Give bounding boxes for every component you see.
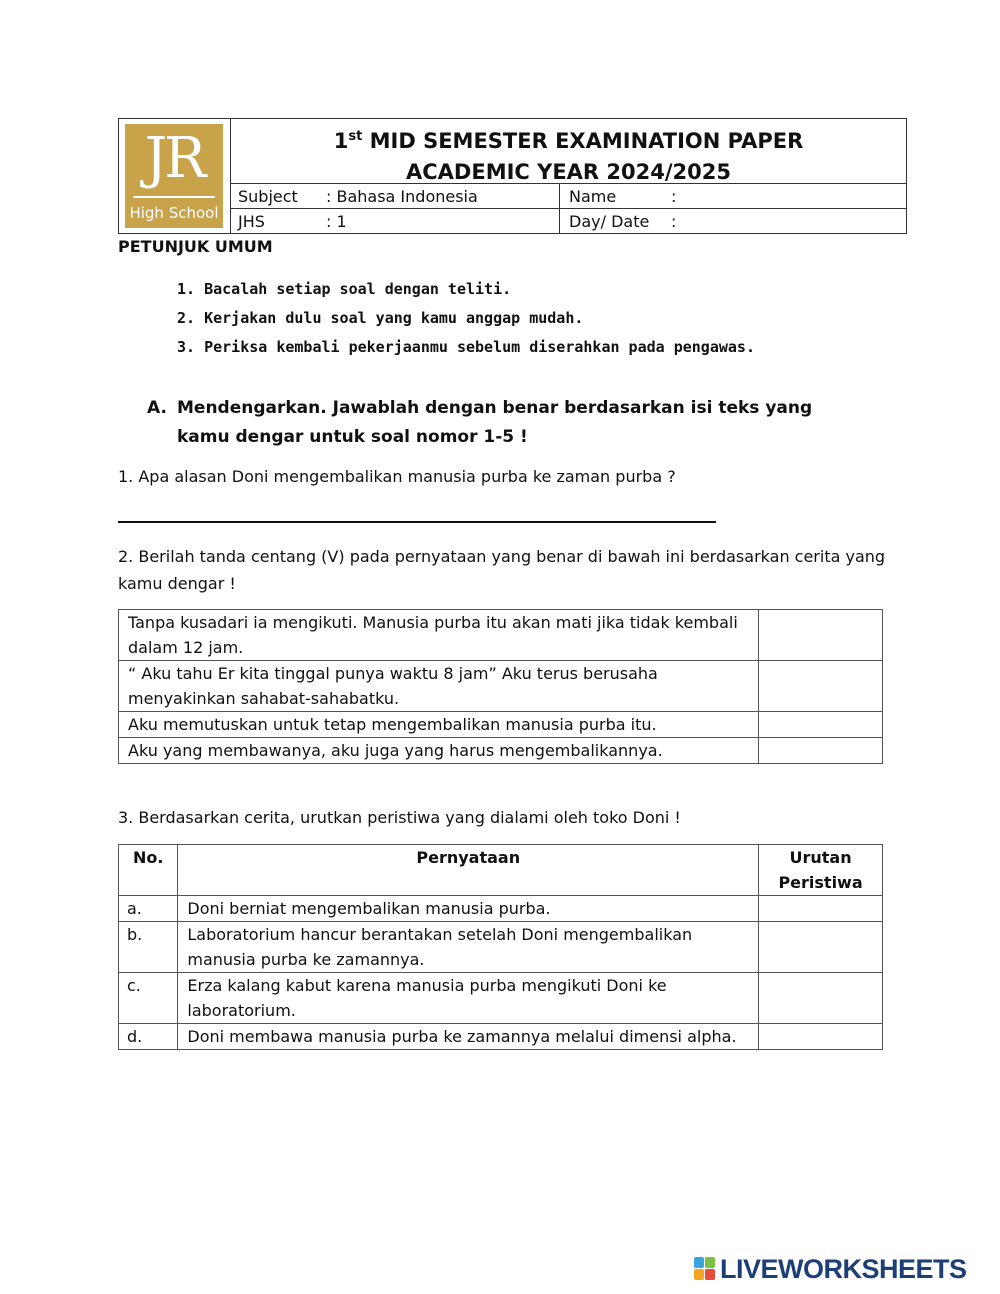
instruction-item: 2. Kerjakan dulu soal yang kamu anggap mudah. [177, 309, 584, 327]
logo-cell [119, 119, 231, 233]
check-cell[interactable] [759, 661, 883, 712]
table-row [119, 973, 883, 1024]
logo-mark: JR [144, 126, 204, 191]
table-row [119, 610, 883, 661]
table-row [119, 1024, 883, 1050]
statement-cell: Erza kalang kabut karena manusia purba mengikuti Doni ke laboratorium. [178, 973, 759, 1024]
liveworksheets-logo-icon [694, 1257, 716, 1281]
exam-header [118, 118, 907, 234]
order-input-cell[interactable] [759, 973, 883, 1024]
check-cell[interactable] [759, 712, 883, 738]
row-number: a. [119, 896, 178, 922]
exam-title [231, 119, 906, 183]
table-header-row [119, 845, 883, 896]
question-3-table [118, 844, 883, 1050]
instructions-heading: PETUNJUK UMUM [118, 237, 273, 256]
instructions-list [177, 278, 755, 365]
statement-cell: Aku memutuskan untuk tetap mengembalikan manusia purba itu. [119, 712, 759, 738]
statement-cell: Tanpa kusadari ia mengikuti. Manusia purba itu akan mati jika tidak kembali dalam 12 jam. [119, 610, 759, 661]
subject-label: Subject [238, 187, 298, 206]
table-row [119, 896, 883, 922]
logo-rule [133, 196, 215, 198]
date-field[interactable]: : [671, 212, 677, 231]
header-no: No. [119, 845, 178, 896]
statement-cell: Doni berniat mengembalikan manusia purba. [178, 896, 759, 922]
statement-cell: Laboratorium hancur berantakan setelah Doni mengembalikan manusia purba ke zamannya. [178, 922, 759, 973]
statement-cell: Doni membawa manusia purba ke zamannya melalui dimensi alpha. [178, 1024, 759, 1050]
header-order: Urutan Peristiwa [759, 845, 883, 896]
date-label: Day/ Date [569, 212, 650, 231]
section-a-label: A. [147, 398, 167, 418]
cell-divider [559, 184, 560, 209]
logo-subtitle: High School [129, 204, 219, 222]
exam-title-line1: 1st MID SEMESTER EXAMINATION PAPER [333, 129, 804, 153]
name-field[interactable]: : [671, 187, 677, 206]
question-2: 2. Berilah tanda centang (V) pada pernyataan yang benar di bawah ini berdasarkan cerita yang kamu dengar ! [118, 547, 886, 593]
subject-value: : Bahasa Indonesia [326, 187, 478, 206]
name-label: Name [569, 187, 617, 206]
order-input-cell[interactable] [759, 896, 883, 922]
statement-cell: Aku yang membawanya, aku juga yang harus mengembalikannya. [119, 738, 759, 764]
question-1: 1. Apa alasan Doni mengembalikan manusia purba ke zaman purba ? [118, 467, 676, 486]
statement-cell: “ Aku tahu Er kita tinggal punya waktu 8 jam” Aku terus berusaha menyakinkan sahabat-sahabatku. [119, 661, 759, 712]
check-cell[interactable] [759, 610, 883, 661]
liveworksheets-wordmark: LIVEWORKSHEETS [720, 1254, 967, 1284]
info-row-subject [231, 183, 906, 209]
section-a-text: Mendengarkan. Jawablah dengan benar berdasarkan isi teks yang kamu dengar untuk soal nomor 1-5 ! [177, 398, 813, 447]
question-3: 3. Berdasarkan cerita, urutkan peristiwa yang dialami oleh toko Doni ! [118, 808, 681, 827]
table-row [119, 738, 883, 764]
instruction-item: 1. Bacalah setiap soal dengan teliti. [177, 280, 512, 298]
jhs-label: JHS [238, 212, 265, 231]
instruction-item: 3. Periksa kembali pekerjaanmu sebelum diserahkan pada pengawas. [177, 338, 755, 356]
cell-divider [559, 209, 560, 234]
check-cell[interactable] [759, 738, 883, 764]
question-2-table [118, 609, 883, 764]
exam-title-line2: ACADEMIC YEAR 2024/2025 [406, 160, 731, 184]
question-1-answer-field[interactable] [118, 521, 716, 523]
row-number: c. [119, 973, 178, 1024]
order-input-cell[interactable] [759, 1024, 883, 1050]
table-row [119, 922, 883, 973]
order-input-cell[interactable] [759, 922, 883, 973]
header-statement: Pernyataan [178, 845, 759, 896]
row-number: b. [119, 922, 178, 973]
jhs-value: : 1 [326, 212, 347, 231]
info-row-class [231, 208, 906, 234]
school-logo [125, 124, 223, 228]
table-row [119, 712, 883, 738]
section-a-heading [147, 394, 867, 452]
table-row [119, 661, 883, 712]
row-number: d. [119, 1024, 178, 1050]
